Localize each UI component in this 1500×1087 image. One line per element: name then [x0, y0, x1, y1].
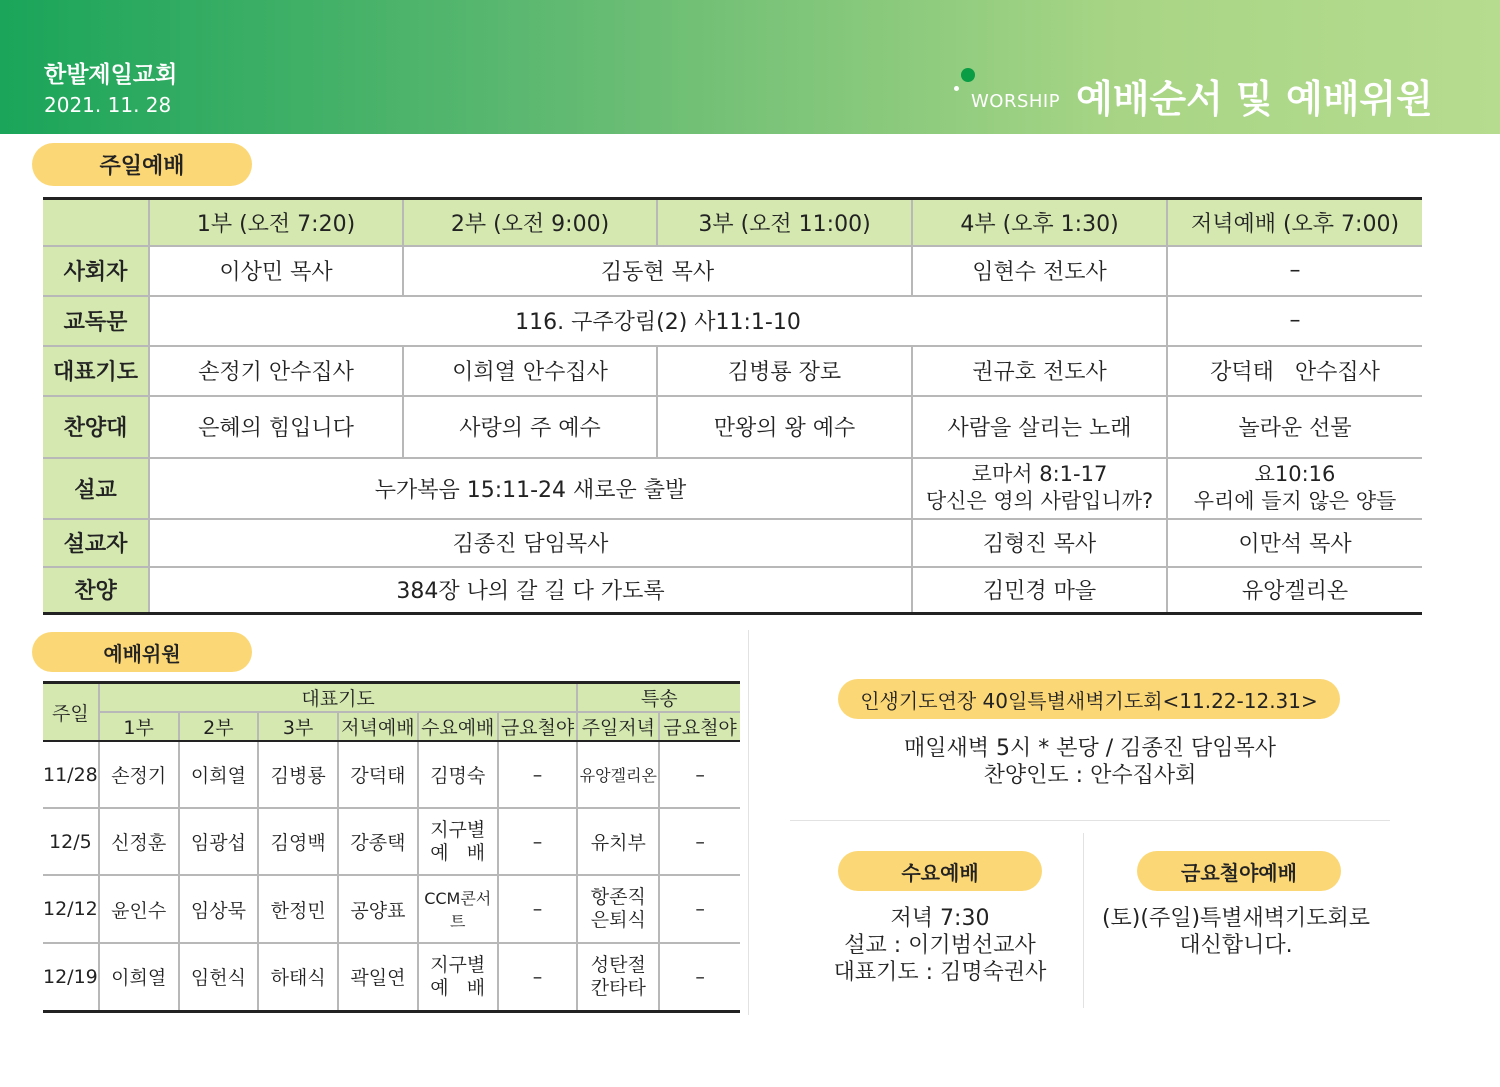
bulletin-date: 2021. 11. 28	[44, 93, 172, 117]
table-cell: 이희열 안수집사	[403, 346, 657, 396]
sermon-title: 당신은 영의 사람입니까?	[925, 489, 1154, 513]
table-cell: –	[498, 943, 578, 1011]
vertical-divider	[748, 630, 749, 1015]
table-cell: 손정기 안수집사	[149, 346, 403, 396]
col-header: 3부 (오전 11:00)	[657, 199, 912, 246]
table-row	[43, 458, 1422, 519]
sub-header: 3부	[258, 712, 338, 741]
header-banner	[0, 0, 1500, 134]
table-cell: 권규호 전도사	[912, 346, 1167, 396]
row-label: 사회자	[43, 246, 149, 296]
wednesday-service-info	[790, 905, 1090, 986]
row-label: 교독문	[43, 296, 149, 346]
table-cell: 강덕태 안수집사	[1167, 346, 1422, 396]
info-line: 찬양인도 : 안수집사회	[983, 763, 1197, 788]
sermon-title: 우리에 들지 않은 양들	[1193, 489, 1397, 513]
table-cell: 이만석 목사	[1167, 519, 1422, 567]
cell-line: 성탄절	[590, 953, 646, 976]
cell-line: 칸타타	[590, 976, 646, 999]
table-cell: 임헌식	[179, 943, 259, 1011]
table-cell: 유앙겔리온	[577, 741, 659, 808]
cell-line: 예 배	[430, 976, 486, 999]
sunday-service-badge: 주일예배	[32, 143, 252, 186]
wednesday-service-badge: 수요예배	[838, 851, 1042, 891]
table-cell: 강덕태	[338, 741, 418, 808]
week-header: 주일	[43, 683, 99, 742]
worship-label: WORSHIP	[971, 91, 1061, 112]
table-header-row	[43, 683, 740, 713]
table-cell: 이희열	[179, 741, 259, 808]
table-row	[43, 519, 1422, 567]
table-cell: CCM콘서트	[418, 875, 498, 943]
table-cell: 만왕의 왕 예수	[657, 396, 912, 458]
church-name: 한밭제일교회	[44, 62, 178, 88]
page-title: 예배순서 및 예배위원	[1076, 77, 1433, 121]
col-header: 저녁예배 (오후 7:00)	[1167, 199, 1422, 246]
table-cell: –	[498, 808, 578, 875]
table-cell: 손정기	[99, 741, 179, 808]
dawn-prayer-badge: 인생기도연장 40일특별새벽기도회<11.22-12.31>	[838, 679, 1340, 719]
table-cell: –	[1167, 246, 1422, 296]
table-cell	[418, 943, 498, 1011]
col-header: 1부 (오전 7:20)	[149, 199, 403, 246]
prayer-header: 대표기도	[99, 683, 578, 713]
table-cell: 김영백	[258, 808, 338, 875]
col-header: 4부 (오후 1:30)	[912, 199, 1167, 246]
table-cell: 윤인수	[99, 875, 179, 943]
cell-line: 지구별	[430, 953, 486, 976]
row-label: 설교자	[43, 519, 149, 567]
table-subheader-row	[43, 712, 740, 741]
table-row	[43, 943, 740, 1011]
table-cell: 유치부	[577, 808, 659, 875]
table-cell: –	[498, 741, 578, 808]
table-cell: 임상묵	[179, 875, 259, 943]
cell-line: 예 배	[430, 841, 486, 864]
sub-header: 금요철야	[498, 712, 578, 741]
row-label: 찬양대	[43, 396, 149, 458]
table-cell: 놀라운 선물	[1167, 396, 1422, 458]
date-cell: 11/28	[43, 741, 99, 808]
table-row	[43, 296, 1422, 346]
table-cell: 신정훈	[99, 808, 179, 875]
table-cell: 김명숙	[418, 741, 498, 808]
table-cell: –	[659, 943, 740, 1011]
table-row	[43, 567, 1422, 614]
table-cell: 곽일연	[338, 943, 418, 1011]
horizontal-divider	[790, 820, 1390, 821]
table-row	[43, 346, 1422, 396]
special-song-header: 특송	[577, 683, 740, 713]
info-line: 저녁 7:30	[890, 906, 990, 931]
table-cell: 사랑의 주 예수	[403, 396, 657, 458]
table-cell: 김동현 목사	[403, 246, 912, 296]
info-line: 설교 : 이기범선교사	[844, 933, 1036, 958]
sub-header: 2부	[179, 712, 259, 741]
table-cell: –	[659, 875, 740, 943]
table-row	[43, 396, 1422, 458]
sub-header: 주일저녁	[577, 712, 659, 741]
info-line: 대신합니다.	[1179, 933, 1293, 958]
table-cell: 하태식	[258, 943, 338, 1011]
table-cell	[912, 458, 1167, 519]
table-cell: 이상민 목사	[149, 246, 403, 296]
table-cell: 누가복음 15:11-24 새로운 출발	[149, 458, 912, 519]
table-cell: 은혜의 힘입니다	[149, 396, 403, 458]
row-label: 찬양	[43, 567, 149, 614]
table-cell	[577, 943, 659, 1011]
date-cell: 12/5	[43, 808, 99, 875]
table-cell: 김형진 목사	[912, 519, 1167, 567]
table-cell: 116. 구주강림(2) 사11:1-10	[149, 296, 1167, 346]
table-cell	[1167, 458, 1422, 519]
table-cell: 이희열	[99, 943, 179, 1011]
table-header-row	[43, 199, 1422, 246]
table-cell: 384장 나의 갈 길 다 가도록	[149, 567, 912, 614]
table-cell: 유앙겔리온	[1167, 567, 1422, 614]
table-row	[43, 808, 740, 875]
sub-header: 1부	[99, 712, 179, 741]
table-cell: 한정민	[258, 875, 338, 943]
green-dot-icon	[961, 68, 975, 82]
info-line: 매일새벽 5시 * 본당 / 김종진 담임목사	[904, 736, 1276, 761]
table-row	[43, 246, 1422, 296]
white-dot-icon	[954, 86, 959, 91]
sub-header: 수요예배	[418, 712, 498, 741]
date-cell: 12/19	[43, 943, 99, 1011]
sermon-passage: 요10:16	[1254, 462, 1336, 486]
cell-line: 은퇴식	[590, 909, 646, 931]
table-cell: –	[498, 875, 578, 943]
dawn-prayer-info	[790, 735, 1390, 789]
table-cell: –	[1167, 296, 1422, 346]
table-cell: 김병룡	[258, 741, 338, 808]
col-header: 2부 (오전 9:00)	[403, 199, 657, 246]
corner-cell	[43, 199, 149, 246]
sermon-passage: 로마서 8:1-17	[971, 462, 1108, 486]
table-cell: –	[659, 808, 740, 875]
table-cell: 임광섭	[179, 808, 259, 875]
table-cell: 김민경 마을	[912, 567, 1167, 614]
table-cell: 사람을 살리는 노래	[912, 396, 1167, 458]
sunday-service-table	[43, 197, 1422, 615]
table-row	[43, 875, 740, 943]
friday-service-badge: 금요철야예배	[1137, 851, 1341, 891]
row-label: 대표기도	[43, 346, 149, 396]
table-cell: 김병룡 장로	[657, 346, 912, 396]
worship-staff-badge: 예배위원	[32, 632, 252, 672]
cell-line: 지구별	[430, 818, 486, 841]
row-label: 설교	[43, 458, 149, 519]
table-cell: 공양표	[338, 875, 418, 943]
info-line: 대표기도 : 김명숙권사	[833, 960, 1047, 985]
table-row	[43, 741, 740, 808]
table-cell	[418, 808, 498, 875]
sub-header: 저녁예배	[338, 712, 418, 741]
table-cell	[577, 875, 659, 943]
date-cell: 12/12	[43, 875, 99, 943]
table-cell: –	[659, 741, 740, 808]
info-line: (토)(주일)특별새벽기도회로	[1101, 906, 1371, 931]
worship-staff-table	[43, 681, 740, 1013]
cell-line: 항존직	[590, 886, 646, 908]
friday-service-info	[1086, 905, 1386, 959]
table-cell: 임현수 전도사	[912, 246, 1167, 296]
table-cell: 강종택	[338, 808, 418, 875]
table-cell: 김종진 담임목사	[149, 519, 912, 567]
sub-header: 금요철야	[659, 712, 740, 741]
